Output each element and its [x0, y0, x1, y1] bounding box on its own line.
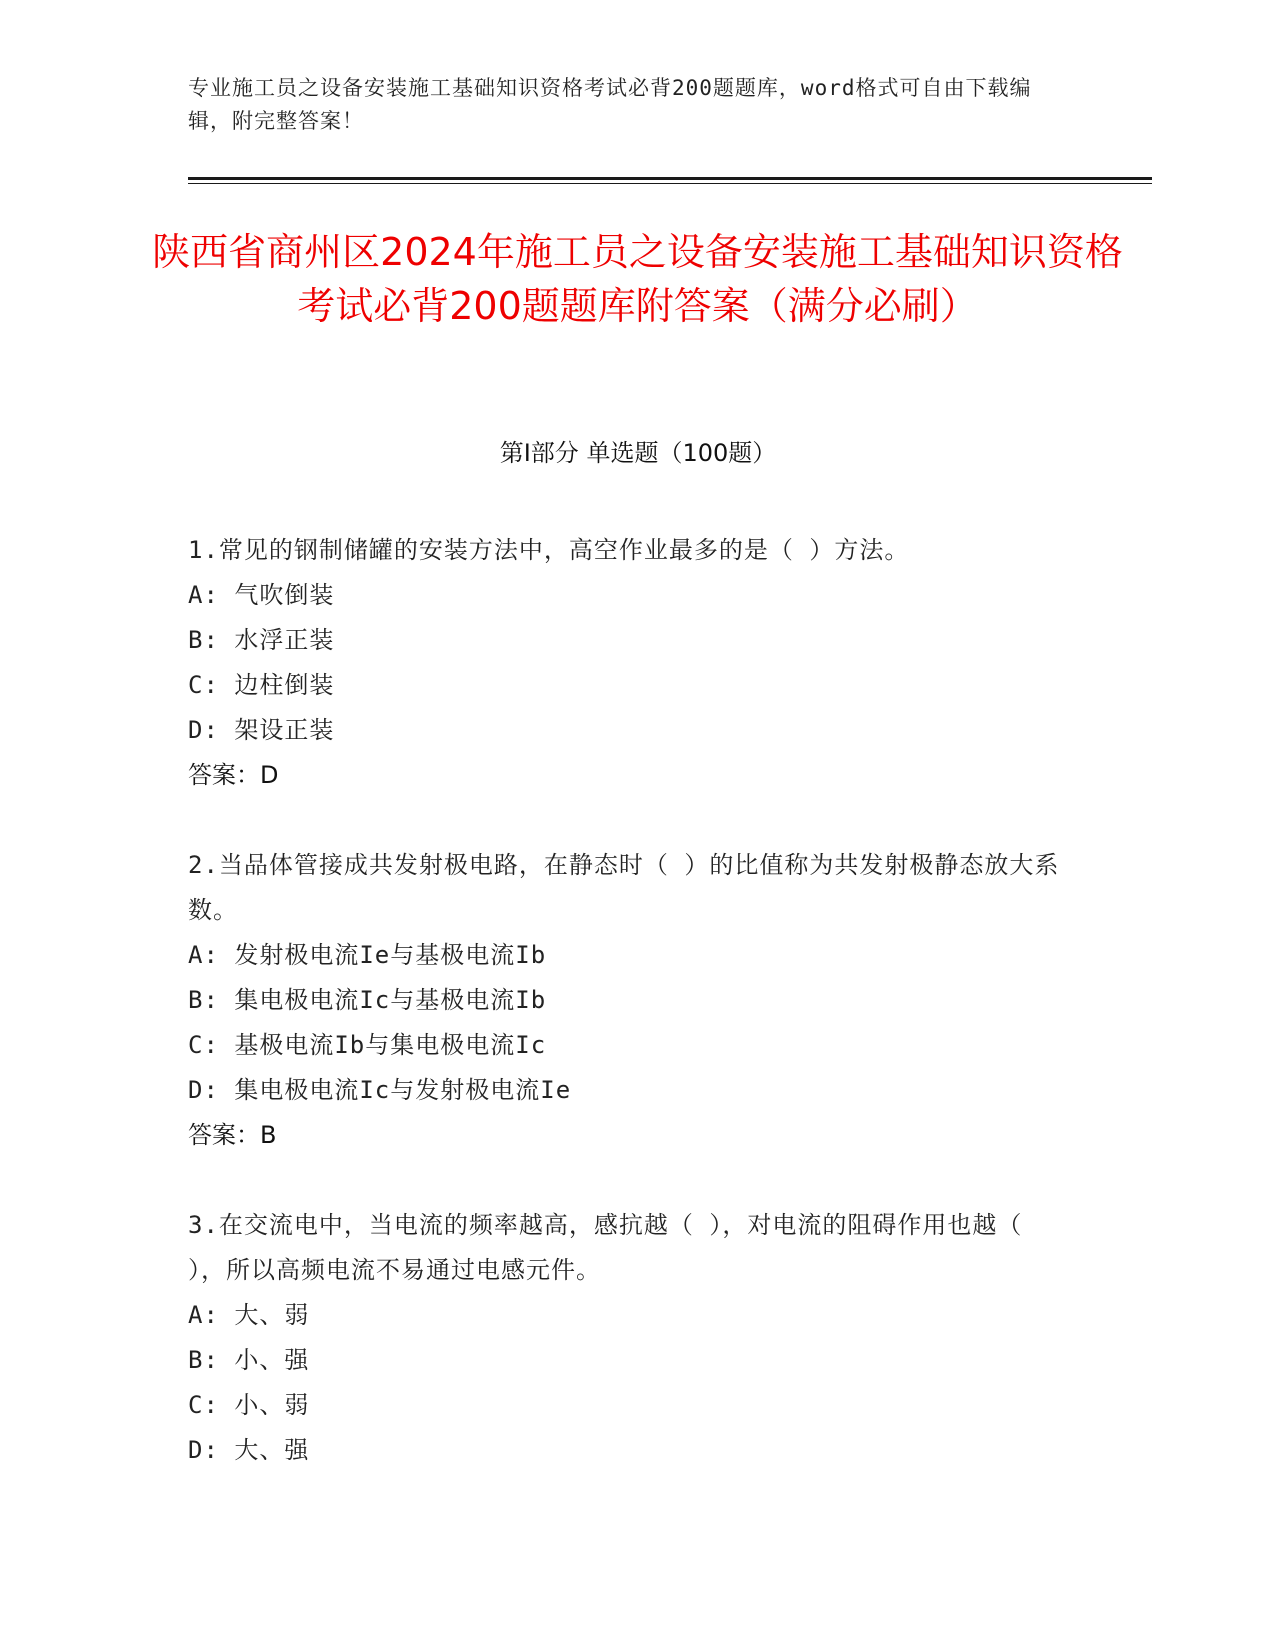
option-a: A: 大、弱 [188, 1301, 310, 1329]
option-c: C: 边柱倒装 [188, 671, 335, 699]
option-a: A: 发射极电流Ie与基极电流Ib [188, 941, 547, 969]
document-title: 陕西省商州区2024年施工员之设备安装施工基础知识资格考试必背200题题库附答案（满分必刷） [152, 230, 1123, 328]
option-c: C: 基极电流Ib与集电极电流Ic [188, 1031, 547, 1059]
section-heading: 第I部分 单选题（100题） [499, 439, 777, 467]
option-b: B: 集电极电流Ic与基极电流Ib [188, 986, 547, 1014]
option-c: C: 小、弱 [188, 1391, 310, 1419]
header-divider-thin [188, 183, 1152, 184]
question-list [188, 528, 1068, 1518]
option-b: B: 水浮正装 [188, 626, 335, 654]
header-divider [188, 177, 1152, 180]
answer-line: 答案：B [188, 1121, 277, 1149]
question-stem: 2.当品体管接成共发射极电路，在静态时（ ）的比值称为共发射极静态放大系数。 [188, 851, 1060, 924]
option-d: D: 大、强 [188, 1436, 310, 1464]
question-stem: 3.在交流电中，当电流的频率越高，感抗越（ ），对电流的阻碍作用也越（ ），所以高频电流不易通过电感元件。 [188, 1211, 1023, 1284]
option-d: D: 集电极电流Ic与发射极电流Ie [188, 1076, 572, 1104]
answer-line: 答案：D [188, 761, 279, 789]
option-a: A: 气吹倒装 [188, 581, 335, 609]
option-b: B: 小、强 [188, 1346, 310, 1374]
question-1 [188, 528, 1068, 798]
header-note: 专业施工员之设备安装施工基础知识资格考试必背200题题库，word格式可自由下载编辑，附完整答案！ [188, 76, 1032, 133]
option-d: D: 架设正装 [188, 716, 335, 744]
question-2 [188, 843, 1068, 1158]
question-stem: 1.常见的钢制储罐的安装方法中，高空作业最多的是（ ）方法。 [188, 536, 910, 564]
question-3 [188, 1203, 1068, 1473]
